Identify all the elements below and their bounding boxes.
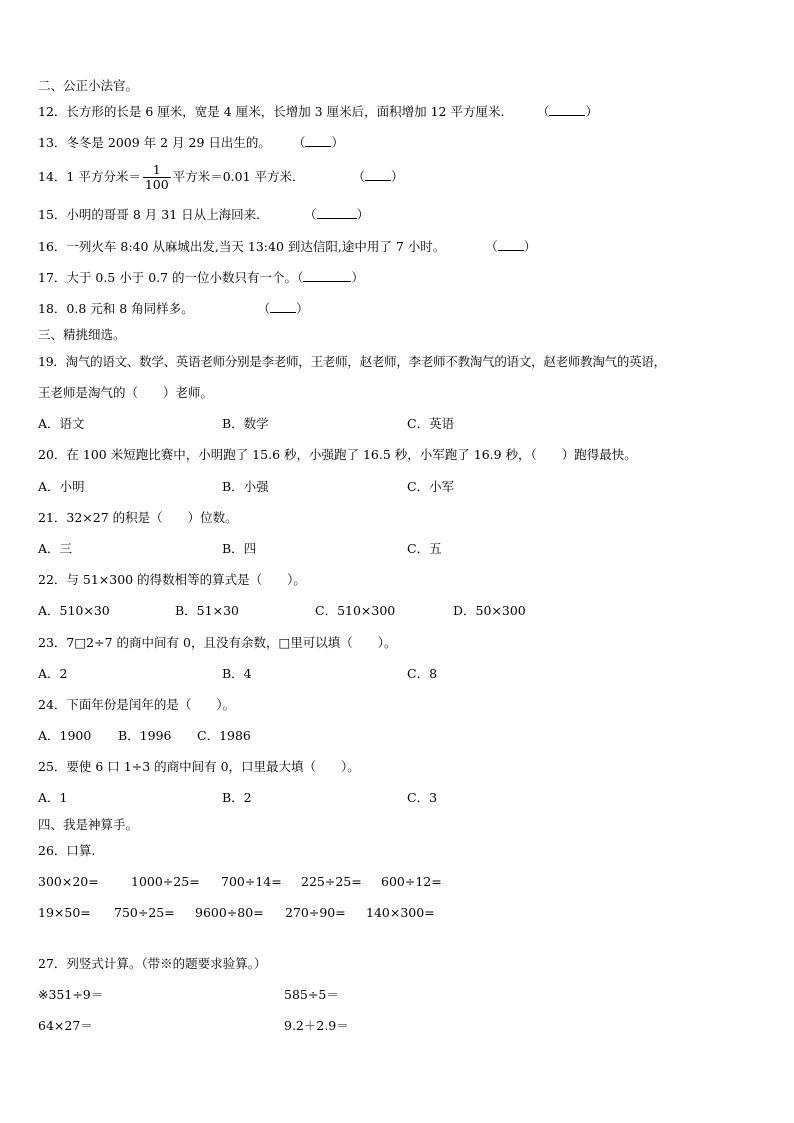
vertical-calc-item: 585÷5＝ — [284, 987, 339, 1002]
question-27: 27．列竖式计算。（带※的题要求验算。） — [38, 956, 267, 971]
option-a[interactable]: A．1 — [38, 790, 68, 805]
oral-calc-item: 9600÷80= — [195, 905, 264, 920]
option-b[interactable]: B．小强 — [222, 479, 269, 494]
oral-calc-item: 750÷25= — [114, 905, 175, 920]
option-b[interactable]: B．数学 — [222, 416, 269, 431]
oral-calc-item: 600÷12= — [381, 874, 442, 889]
question-22: 22．与 51×300 的得数相等的算式是（ ）。 — [38, 572, 306, 587]
option-a[interactable]: A．510×30 — [38, 603, 110, 618]
option-c[interactable]: C．英语 — [407, 416, 455, 431]
question-23: 23．7□2÷7 的商中间有 0，且没有余数，□里可以填（ ）。 — [38, 635, 397, 650]
oral-calc-item: 700÷14= — [221, 874, 282, 889]
fraction: $\frac{1}{100}$ — [144, 162, 169, 192]
option-c[interactable]: C．小军 — [407, 479, 455, 494]
answer-blank[interactable] — [498, 238, 524, 251]
option-b[interactable]: B．1996 — [118, 728, 172, 743]
question-21: 21．32×27 的积是（ ）位数。 — [38, 510, 238, 525]
question-text: 13．冬冬是 2009 年 2 月 29 日出生的。 — [38, 135, 271, 150]
option-a[interactable]: A．1900 — [38, 728, 92, 743]
option-c[interactable]: C．1986 — [197, 728, 251, 743]
answer-blank[interactable] — [317, 206, 357, 219]
section-heading-calc: 四、我是神算手。 — [38, 817, 139, 832]
option-b[interactable]: B．2 — [222, 790, 252, 805]
question-19-line1: 19．淘气的语文、数学、英语老师分别是李老师，王老师，赵老师，李老师不教淘气的语文，赵老师教淘气的英语， — [38, 354, 666, 369]
option-a[interactable]: A．小明 — [38, 479, 85, 494]
oral-calc-item: 1000÷25= — [131, 874, 200, 889]
oral-calc-item: 300×20= — [38, 874, 99, 889]
question-13: 13．冬冬是 2009 年 2 月 29 日出生的。 （ ） — [38, 135, 344, 150]
question-16: 16．一列火车 8:40 从麻城出发,当天 13:40 到达信阳,途中用了 7 小时。 （ ） — [38, 239, 537, 254]
option-a[interactable]: A．语文 — [38, 416, 85, 431]
option-a[interactable]: A．2 — [38, 666, 68, 681]
question-text: 15．小明的哥哥 8 月 31 日从上海回来. — [38, 207, 261, 222]
vertical-calc-item: 64×27＝ — [38, 1018, 93, 1033]
oral-calc-item: 270÷90= — [285, 905, 346, 920]
option-c[interactable]: C．510×300 — [315, 603, 396, 618]
answer-blank[interactable] — [305, 134, 331, 147]
question-text-pre: 14．1 平方分米＝ — [38, 169, 141, 184]
question-text: 16．一列火车 8:40 从麻城出发,当天 13:40 到达信阳,途中用了 7 小时。 — [38, 239, 446, 254]
question-20: 20．在 100 米短跑比赛中，小明跑了 15.6 秒，小强跑了 16.5 秒，小军跑了 16.9 秒，（ ）跑得最快。 — [38, 447, 637, 462]
oral-calc-item: 19×50= — [38, 905, 91, 920]
answer-blank[interactable] — [365, 168, 391, 181]
question-14: 14．1 平方分米＝ $\frac{1}{100}$ 平方米＝0.01 平方米． （ ） — [38, 162, 404, 192]
question-text: 12．长方形的长是 6 厘米，宽是 4 厘米，长增加 3 厘米后，面积增加 12 平方厘米． — [38, 104, 513, 119]
option-c[interactable]: C．3 — [407, 790, 438, 805]
option-a[interactable]: A．三 — [38, 541, 73, 556]
question-12: 12．长方形的长是 6 厘米，宽是 4 厘米，长增加 3 厘米后，面积增加 12 平方厘米． （ ） — [38, 104, 598, 119]
option-b[interactable]: B．4 — [222, 666, 252, 681]
question-text-post: 平方米＝0.01 平方米． — [172, 169, 305, 184]
answer-blank[interactable] — [270, 300, 296, 313]
option-c[interactable]: C．8 — [407, 666, 438, 681]
question-25: 25．要使 6 口 1÷3 的商中间有 0，口里最大填（ ）。 — [38, 759, 360, 774]
vertical-calc-item: ※351÷9＝ — [38, 987, 104, 1002]
answer-blank[interactable] — [549, 103, 585, 116]
question-17: 17．大于 0.5 小于 0.7 的一位小数只有一个。（ ） — [38, 270, 364, 285]
question-15: 15．小明的哥哥 8 月 31 日从上海回来. （ ） — [38, 207, 370, 222]
option-b[interactable]: B．51×30 — [175, 603, 239, 618]
question-19-line2: 王老师是淘气的（ ）老师。 — [38, 385, 214, 400]
question-24: 24．下面年份是闰年的是（ ）。 — [38, 697, 236, 712]
section-heading-choice: 三、精挑细选。 — [38, 327, 126, 342]
option-d[interactable]: D．50×300 — [453, 603, 526, 618]
oral-calc-item: 225÷25= — [301, 874, 362, 889]
question-18: 18．0.8 元和 8 角同样多。 （ ） — [38, 301, 309, 316]
question-text: 17．大于 0.5 小于 0.7 的一位小数只有一个。 — [38, 270, 298, 285]
vertical-calc-item: 9.2＋2.9＝ — [284, 1018, 349, 1033]
question-26: 26．口算. — [38, 843, 96, 858]
option-c[interactable]: C．五 — [407, 541, 442, 556]
question-text: 18．0.8 元和 8 角同样多。 — [38, 301, 194, 316]
section-heading-judge: 二、公正小法官。 — [38, 78, 139, 93]
answer-blank[interactable] — [303, 269, 351, 282]
oral-calc-item: 140×300= — [366, 905, 435, 920]
option-b[interactable]: B．四 — [222, 541, 257, 556]
